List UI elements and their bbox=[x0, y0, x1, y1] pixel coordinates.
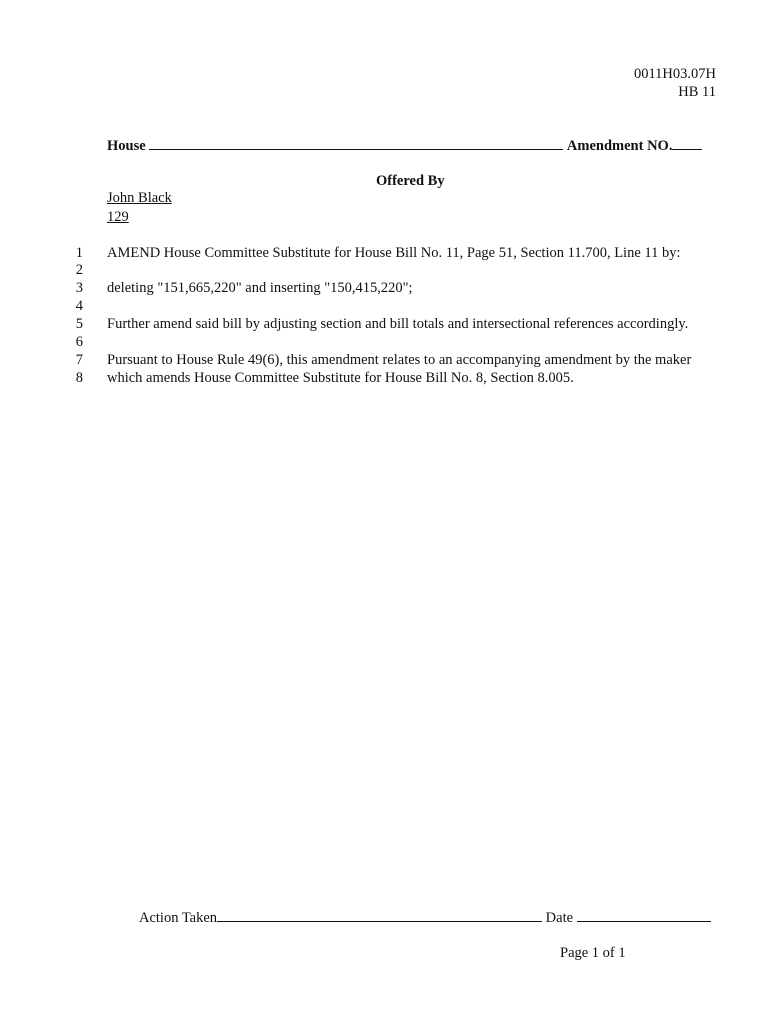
date-blank[interactable] bbox=[577, 909, 711, 922]
line-number: 4 bbox=[75, 298, 83, 314]
house-blank-line[interactable] bbox=[149, 137, 563, 150]
line-text: Further amend said bill by adjusting section and bill totals and intersectional references accordingly. bbox=[107, 316, 689, 332]
line-number: 8 bbox=[75, 370, 83, 386]
line-number: 2 bbox=[75, 262, 83, 278]
line-number: 5 bbox=[75, 316, 83, 332]
action-taken-blank[interactable] bbox=[217, 909, 542, 922]
line-text: deleting "151,665,220" and inserting "150,415,220"; bbox=[107, 280, 413, 296]
sponsor-district: 129 bbox=[107, 209, 129, 225]
page-number: Page 1 of 1 bbox=[560, 945, 626, 961]
line-number: 1 bbox=[75, 245, 83, 261]
offered-by-heading: Offered By bbox=[376, 173, 445, 189]
bill-number: HB 11 bbox=[678, 84, 716, 100]
amendment-label: Amendment NO. bbox=[566, 138, 673, 154]
line-number: 7 bbox=[75, 352, 83, 368]
sponsor-name: John Black bbox=[107, 190, 172, 206]
line-number: 6 bbox=[75, 334, 83, 350]
amendment-line bbox=[107, 137, 702, 155]
line-text: Pursuant to House Rule 49(6), this amendment relates to an accompanying amendment by the maker bbox=[107, 352, 692, 368]
line-text: which amends House Committee Substitute for House Bill No. 8, Section 8.005. bbox=[107, 370, 574, 386]
action-taken-label: Action Taken bbox=[139, 910, 218, 926]
amendment-number-blank[interactable] bbox=[672, 137, 702, 150]
line-number: 3 bbox=[75, 280, 83, 296]
document-code: 0011H03.07H bbox=[633, 66, 716, 82]
date-label: Date bbox=[545, 910, 574, 926]
action-taken-line bbox=[139, 909, 711, 927]
line-text: AMEND House Committee Substitute for House Bill No. 11, Page 51, Section 11.700, Line 11 by: bbox=[107, 245, 681, 261]
house-label: House bbox=[107, 138, 146, 154]
